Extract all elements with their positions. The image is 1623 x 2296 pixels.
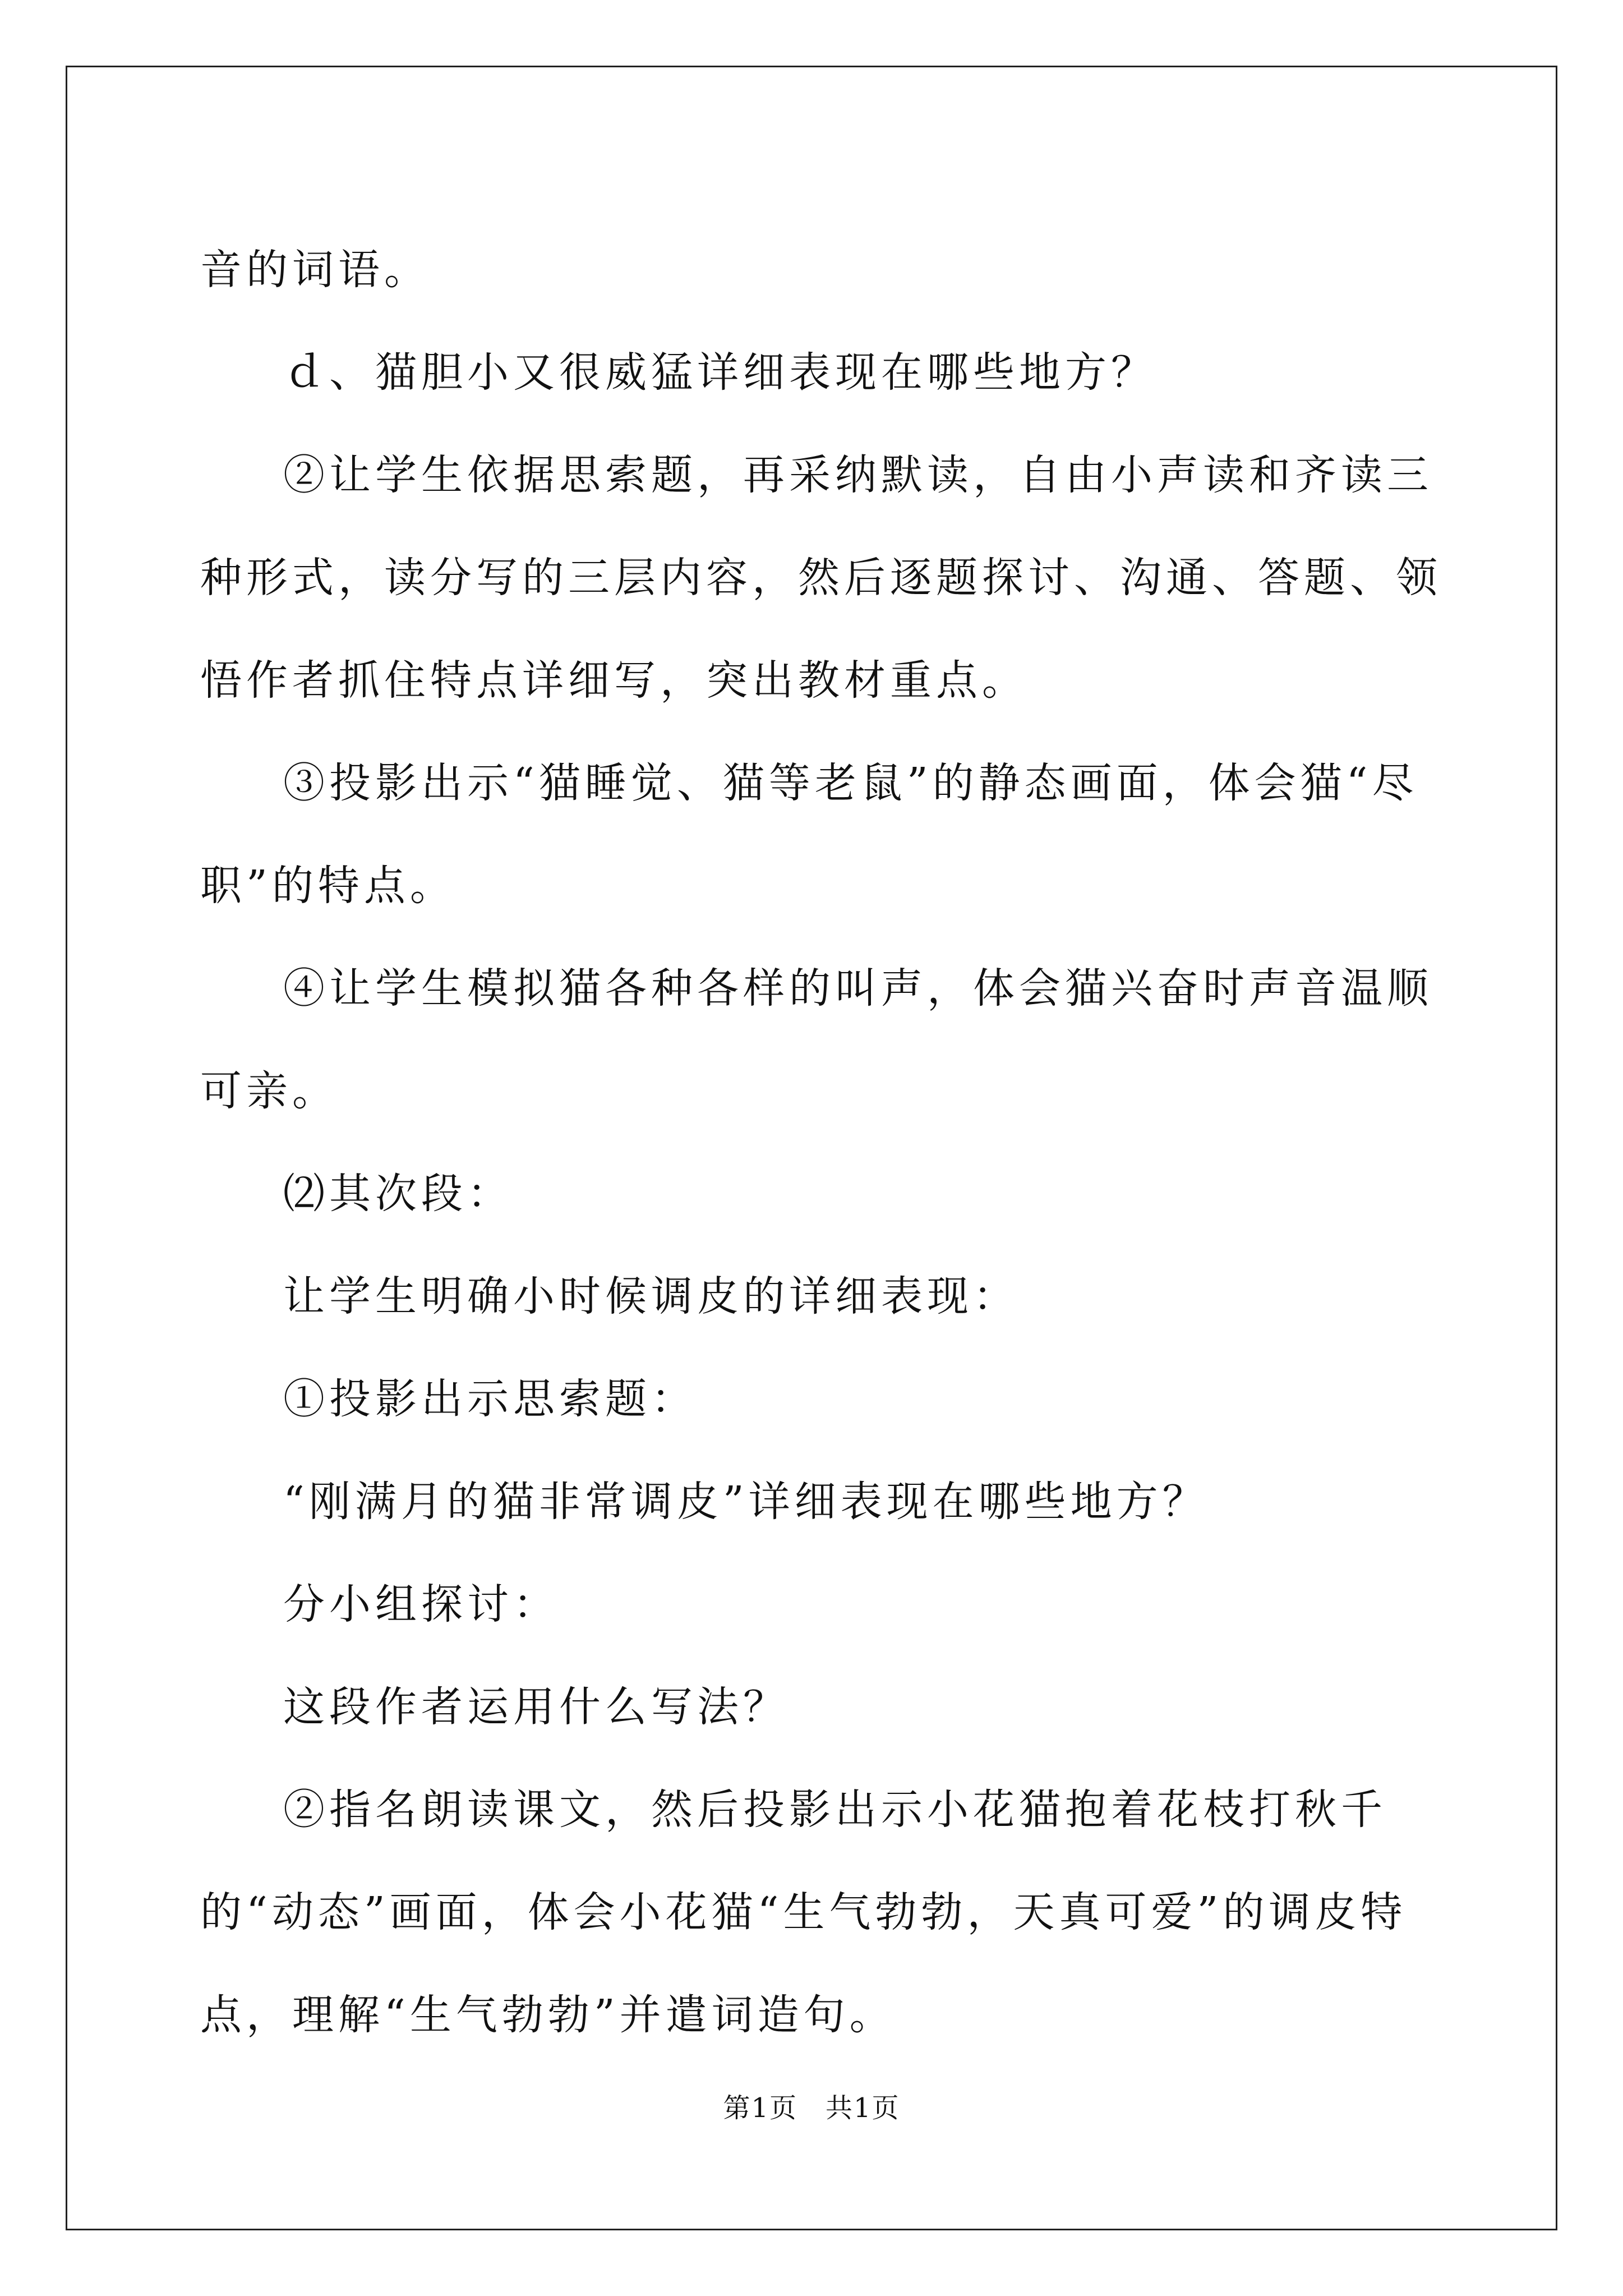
paragraph: ②让学生依据思索题，再采纳默读，自由小声读和齐读三种形式，读分写的三层内容，然后逐题探讨、沟通、答题、领悟作者抓住特点详细写，突出教材重点。 (200, 451, 1442, 705)
paragraph: ⑵其次段： (283, 1170, 513, 1218)
paragraph: 这段作者运用什么写法？ (283, 1683, 789, 1731)
page-footer: 第1页 共1页 (723, 2092, 900, 2124)
paragraph: 分小组探讨： (283, 1580, 559, 1628)
paragraph: 让学生明确小时候调皮的详细表现： (283, 1272, 1019, 1320)
document-body (200, 219, 1473, 2067)
paragraph: 音的词语。 (200, 246, 430, 294)
paragraph: ②指名朗读课文，然后投影出示小花猫抱着花枝打秋千的“动态”画面，体会小花猫“生气勃勃，天真可爱”的调皮特点，理解“生气勃勃”并遣词造句。 (200, 1786, 1407, 2039)
paragraph: ③投影出示“猫睡觉、猫等老鼠”的静态画面，体会猫“尽职”的特点。 (200, 759, 1418, 910)
paragraph: ④让学生模拟猫各种各样的叫声，体会猫兴奋时声音温顺可亲。 (200, 964, 1433, 1115)
paragraph: “刚满月的猫非常调皮”详细表现在哪些地方？ (283, 1478, 1209, 1526)
paragraph: ①投影出示思索题： (283, 1375, 697, 1423)
paragraph: ｄ、猫胆小又很威猛详细表现在哪些地方？ (283, 348, 1157, 397)
